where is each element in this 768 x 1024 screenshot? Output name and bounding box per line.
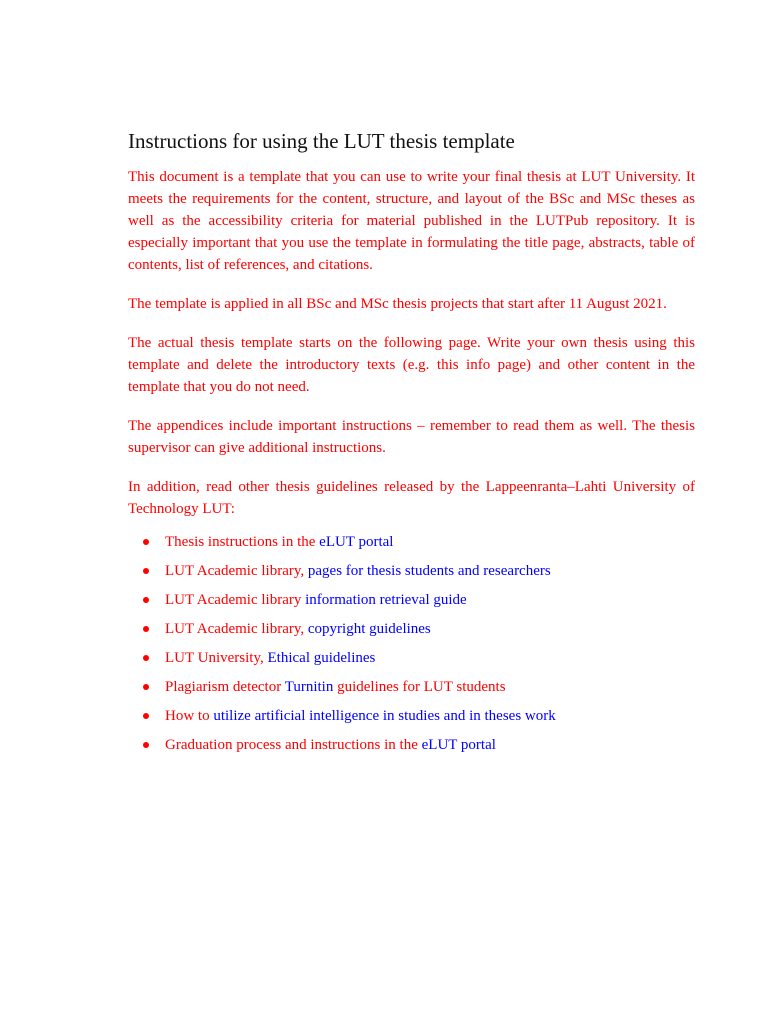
bullet-icon [143,539,149,545]
list-item-text: Graduation process and instructions in the [165,737,422,753]
applicability-paragraph: The template is applied in all BSc and MSc thesis projects that start after 11 August 2021. [128,296,667,312]
list-item [128,647,695,676]
guidelines-paragraph: In addition, read other thesis guidelines released by the Lappeenranta–Lahti University of Technology LUT: [128,479,695,517]
bullet-icon [143,568,149,574]
copyright-guidelines-link[interactable]: copyright guidelines [307,621,431,637]
information-retrieval-guide-link[interactable]: information retrieval guide [305,592,467,608]
bullet-icon [143,713,149,719]
list-item [128,589,695,618]
list-item [128,676,695,705]
thesis-students-pages-link[interactable]: pages for thesis students and researchers [307,563,551,579]
list-item-text: LUT Academic library, [165,621,308,637]
usage-paragraph: The actual thesis template starts on the following page. Write your own thesis using this template and delete the introductory texts (e.g. this info page) and other content in the template that you do not need. [128,335,695,395]
page-title: Instructions for using the LUT thesis template [128,129,515,153]
ethical-guidelines-link[interactable]: Ethical guidelines [267,650,376,666]
graduation-elut-portal-link[interactable]: eLUT portal [421,737,496,753]
body-text [128,166,695,537]
elut-portal-link[interactable]: eLUT portal [319,534,394,550]
ai-in-studies-link[interactable]: utilize artificial intelligence in studies and in theses work [213,708,556,724]
list-item-text: How to [165,708,214,724]
list-item-text: Plagiarism detector [165,679,285,695]
list-item-text: LUT Academic library, [165,563,308,579]
bullet-icon [143,655,149,661]
bullet-icon [143,626,149,632]
list-item [128,531,695,560]
bullet-icon [143,684,149,690]
list-item [128,560,695,589]
intro-paragraph: This document is a template that you can use to write your final thesis at LUT University. It meets the requirements for the content, structure, and layout of the BSc and MSc theses as well as the accessibility criteria for material published in the LUTPub repository. It is especially important that you use the template in formulating the title page, abstracts, table of contents, list of references, and citations. [128,169,695,273]
list-item [128,705,695,734]
turnitin-link[interactable]: Turnitin [284,679,334,695]
list-item [128,734,695,763]
bullet-icon [143,597,149,603]
list-item-text: LUT Academic library [165,592,306,608]
guidelines-list [128,531,695,763]
list-item-text: Thesis instructions in the [165,534,320,550]
bullet-icon [143,742,149,748]
appendices-paragraph: The appendices include important instructions – remember to read them as well. The thesis supervisor can give additional instructions. [128,418,695,456]
list-item [128,618,695,647]
list-item-text: LUT University, [165,650,268,666]
list-item-text-suffix: guidelines for LUT students [333,679,506,695]
